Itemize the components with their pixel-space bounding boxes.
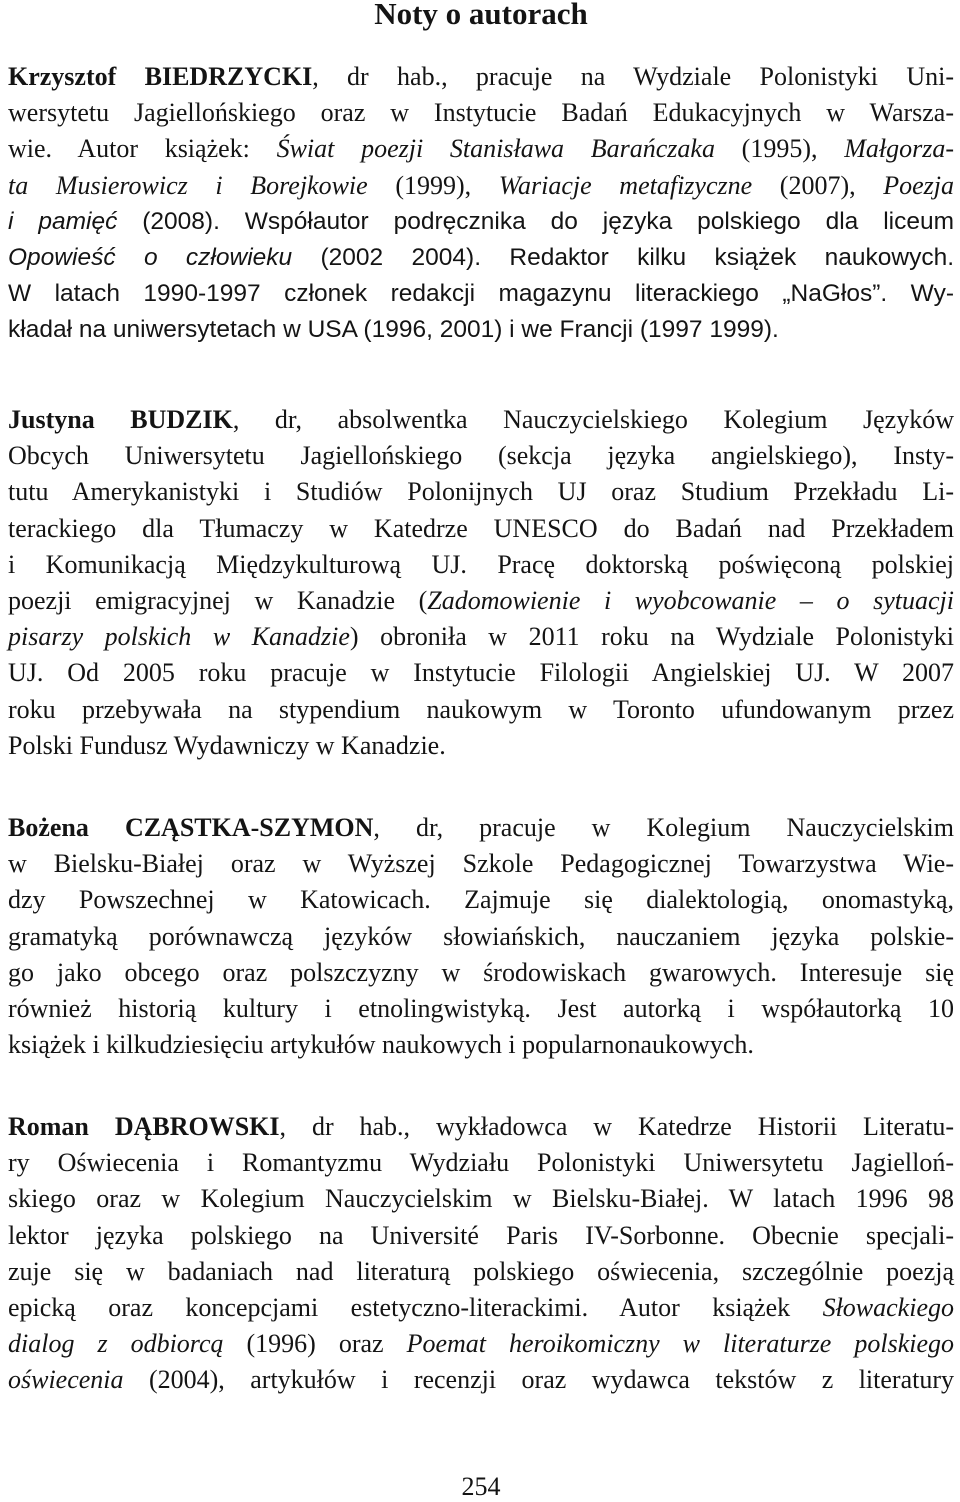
author-first-name: Bożena: [8, 813, 89, 842]
author-first-name: Krzysztof: [8, 62, 117, 91]
author-first-name: Justyna: [8, 405, 95, 434]
page-number: 254: [461, 1472, 501, 1501]
book-title: Opowieść o człowieku: [8, 244, 293, 272]
author-note-dabrowski: Roman DĄBROWSKI, dr hab., wykładowca w Katedrze Historii Literatu- ry Oświecenia i Romantyzmu Wydziału Polonistyki Uniwersytetu Jagielloń- skiego oraz w Kolegium Nauczycielskim w Bielsku-Białej. W latach 1996 98 lektor języka polskiego na Université Paris IV-Sorbonne. Obecnie specjali- zuje się w badaniach nad literaturą polskiego oświecenia, szczególnie poezją epicką oraz koncepcjami estetyczno-literackimi. Autor książek Słowackiego dialog z odbiorcą (1996) oraz Poemat heroikomiczny w literaturze polskiego oświecenia (2004), artykułów i recenzji oraz wydawca tekstów z literatury: [8, 1112, 955, 1395]
author-note-biedrzycki: Krzysztof BIEDRZYCKI, dr hab., pracuje na Wydziale Polonistyki Uni- wersytetu Jagiellońskiego oraz w Instytucie Badań Edukacyjnych w Warsza- wie. Autor książek: Świat poezji Stanisława Barańczaka (1995), Małgorza- ta Musierowicz i Borejkowie (1999), Wariacje metafizyczne (2007), Poezja i pamięć (2008). Współautor podręcznika do języka polskiego dla liceum Opowieść o człowieku (2002 2004). Redaktor kilku książek naukowych. W latach 1990-1997 członek redakcji magazynu literackiego „NaGłos”. Wy- kładał na uniwersytetach w USA (1996, 2001) i we Francji (1997 1999).: [8, 62, 955, 344]
author-note-budzik: Justyna BUDZIK, dr, absolwentka Nauczycielskiego Kolegium Języków Obcych Uniwersytetu Jagiellońskiego (sekcja języka angielskiego), Insty- tutu Amerykanistyki i Studiów Polonijnych UJ oraz Studium Przekładu Li- terackiego dla Tłumaczy w Katedrze UNESCO do Badań nad Przekładem i Komunikacją Międzykulturową UJ. Pracę doktorską poświęconą polskiej poezji emigracyjnej w Kanadzie (Zadomowienie i wyobcowanie – o sytuacji pisarzy polskich w Kanadzie) obroniła w 2011 roku na Wydziale Polonistyki UJ. Od 2005 roku pracuje w Instytucie Filologii Angielskiej UJ. W 2007 roku przebywała na stypendium naukowym w Toronto ufundowanym przez Polski Fundusz Wydawniczy w Kanadzie.: [8, 405, 954, 760]
author-last-name: BIEDRZYCKI: [144, 62, 313, 91]
book-title: oświecenia: [8, 1365, 124, 1395]
book-title: ta Musierowicz i Borejkowie: [8, 170, 368, 200]
page-heading: Noty o autorach: [374, 0, 588, 31]
author-last-name: BUDZIK: [130, 405, 233, 434]
author-note-czastka-szymon: Bożena CZĄSTKA-SZYMON, dr, pracuje w Kolegium Nauczycielskim w Bielsku-Białej oraz w Wyższej Szkole Pedagogicznej Towarzystwa Wie- dzy Powszechnej w Katowicach. Zajmuje się dialektologią, onomastyką, gramatyką porównawczą języków słowiańskich, nauczaniem języka polskie- go jako obcego oraz polszczyzny w środowiskach gwarowych. Interesuje się również historią kultury i etnolingwistyką. Jest autorką i współautorką 10 książek i kilkudziesięciu artykułów naukowych i popularnonaukowych.: [8, 813, 955, 1060]
book-title: Słowackiego: [822, 1293, 954, 1323]
book-title: Małgorza-: [844, 134, 954, 164]
book-title: i pamięć: [8, 207, 118, 235]
book-title: Poezja: [883, 170, 954, 200]
book-title: dialog z odbiorcą: [8, 1329, 224, 1359]
book-title: Poemat heroikomiczny w literaturze polskiego: [406, 1329, 954, 1359]
book-title: Świat poezji Stanisława Barańczaka: [276, 134, 715, 164]
book-title: Wariacje metafizyczne: [498, 170, 753, 200]
thesis-title: pisarzy polskich w Kanadzie: [8, 622, 350, 652]
thesis-title: Zadomowienie i wyobcowanie – o sytuacji: [427, 586, 954, 616]
author-first-name: Roman: [8, 1112, 89, 1141]
author-last-name: CZĄSTKA-SZYMON: [124, 813, 374, 842]
author-last-name: DĄBROWSKI: [114, 1112, 280, 1141]
